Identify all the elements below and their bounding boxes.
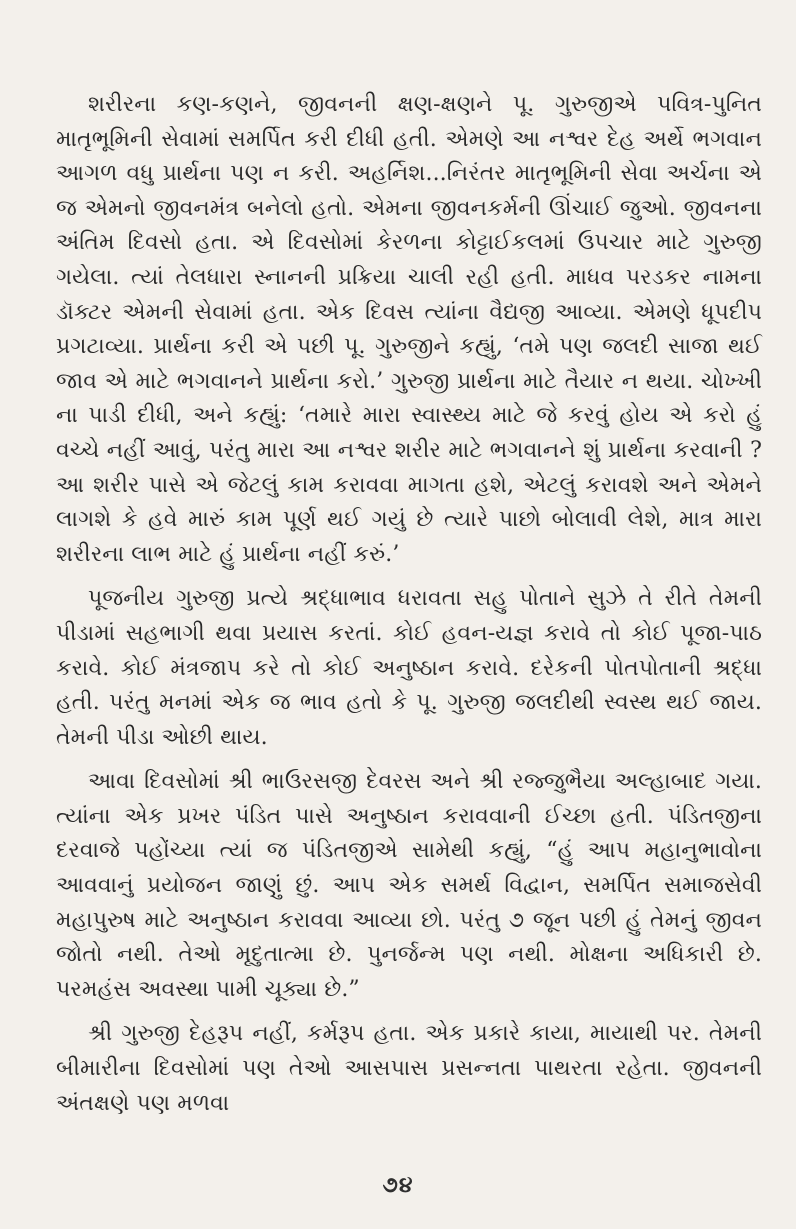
paragraph-3: આવા દિવસોમાં શ્રી ભાઉરસજી દેવરસ અને શ્રી રજ્જુભૈયા અલ્હાબાદ ગયા. ત્યાંના એક પ્રખર પંડિત પાસે અનુષ્ઠાન કરાવવાની ઈચ્છા હતી. પંડિતજીના દરવાજે પહોંચ્યા ત્યાં જ પંડિતજીએ સામેથી કહ્યું, “હું આપ મહાનુભાવોના આવવાનું પ્રયોજન જાણું છું. આપ એક સમર્થ વિદ્વાન, સમર્પિત સમાજસેવી મહાપુરુષ માટે અનુષ્ઠાન કરાવવા આવ્યા છો. પરંતુ ૭ જૂન પછી હું તેમનું જીવન જોતો નથી. તેઓ મૃદુતાત્મા છે. પુનર્જન્મ પણ નથી. મોક્ષના અધિકારી છે. પરમહંસ અવસ્થા પામી ચૂક્યા છે.” [56, 769, 762, 1002]
paragraph-4: શ્રી ગુરુજી દેહરૂપ નહીં, કર્મરૂપ હતા. એક પ્રકારે કાયા, માયાથી પર. તેમની બીમારીના દિવસોમાં પણ તેઓ આસપાસ પ્રસન્નતા પાથરતા રહેતા. જીવનની અંતક્ષણે પણ મળવા [56, 1021, 762, 1116]
page-number: ૭૪ [382, 1172, 414, 1198]
body-text [56, 88, 762, 1121]
paragraph-2: પૂજનીય ગુરુજી પ્રત્યે શ્રદ્ધાભાવ ધરાવતા સહુ પોતાને સુઝે તે રીતે તેમની પીડામાં સહભાગી થવા પ્રયાસ કરતાં. કોઈ હવન-યજ્ઞ કરાવે તો કોઈ પૂજા-પાઠ કરાવે. કોઈ મંત્રજાપ કરે તો કોઈ અનુષ્ઠાન કરાવે. દરેકની પોતપોતાની શ્રદ્ધા હતી. પરંતુ મનમાં એક જ ભાવ હતો કે પૂ. ગુરુજી જલદીથી સ્વસ્થ થઈ જાય. તેમની પીડા ઓછી થાય. [56, 586, 762, 750]
paragraph-1: શરીરના કણ-કણને, જીવનની ક્ષણ-ક્ષણને પૂ. ગુરુજીએ પવિત્ર-પુનિત માતૃભૂમિની સેવામાં સમર્પિત કરી દીધી હતી. એમણે આ નશ્વર દેહ અર્થે ભગવાન આગળ વધુ પ્રાર્થના પણ ન કરી. અહર્નિશ...નિરંતર માતૃભૂમિની સેવા અર્ચના એ જ એમનો જીવનમંત્ર બનેલો હતો. એમના જીવનકર્મની ઊંચાઈ જુઓ. જીવનના અંતિમ દિવસો હતા. એ દિવસોમાં કેરળના કોટ્ટાઈકલમાં ઉપચાર માટે ગુરુજી ગયેલા. ત્યાં તેલધારા સ્નાનની પ્રક્રિયા ચાલી રહી હતી. માધવ પરડકર નામના ડૉક્ટર એમની સેવામાં હતા. એક દિવસ ત્યાંના વૈદ્યજી આવ્યા. એમણે ધૂપદીપ પ્રગટાવ્યા. પ્રાર્થના કરી એ પછી પૂ. ગુરુજીને કહ્યું, ‘તમે પણ જલદી સાજા થઈ જાવ એ માટે ભગવાનને પ્રાર્થના કરો.’ ગુરુજી પ્રાર્થના માટે તૈયાર ન થયા. ચોખ્ખી ના પાડી દીધી, અને કહ્યું: ‘તમારે મારા સ્વાસ્થ્ય માટે જે કરવું હોય એ કરો હું વચ્ચે નહીં આવું, પરંતુ મારા આ નશ્વર શરીર માટે ભગવાનને શું પ્રાર્થના કરવાની ? આ શરીર પાસે એ જેટલું કામ કરાવવા માગતા હશે, એટલું કરાવશે અને એમને લાગશે કે હવે મારું કામ પૂર્ણ થઈ ગયું છે ત્યારે પાછો બોલાવી લેશે, માત્ર મારા શરીરના લાભ માટે હું પ્રાર્થના નહીં કરું.’ [56, 92, 762, 567]
